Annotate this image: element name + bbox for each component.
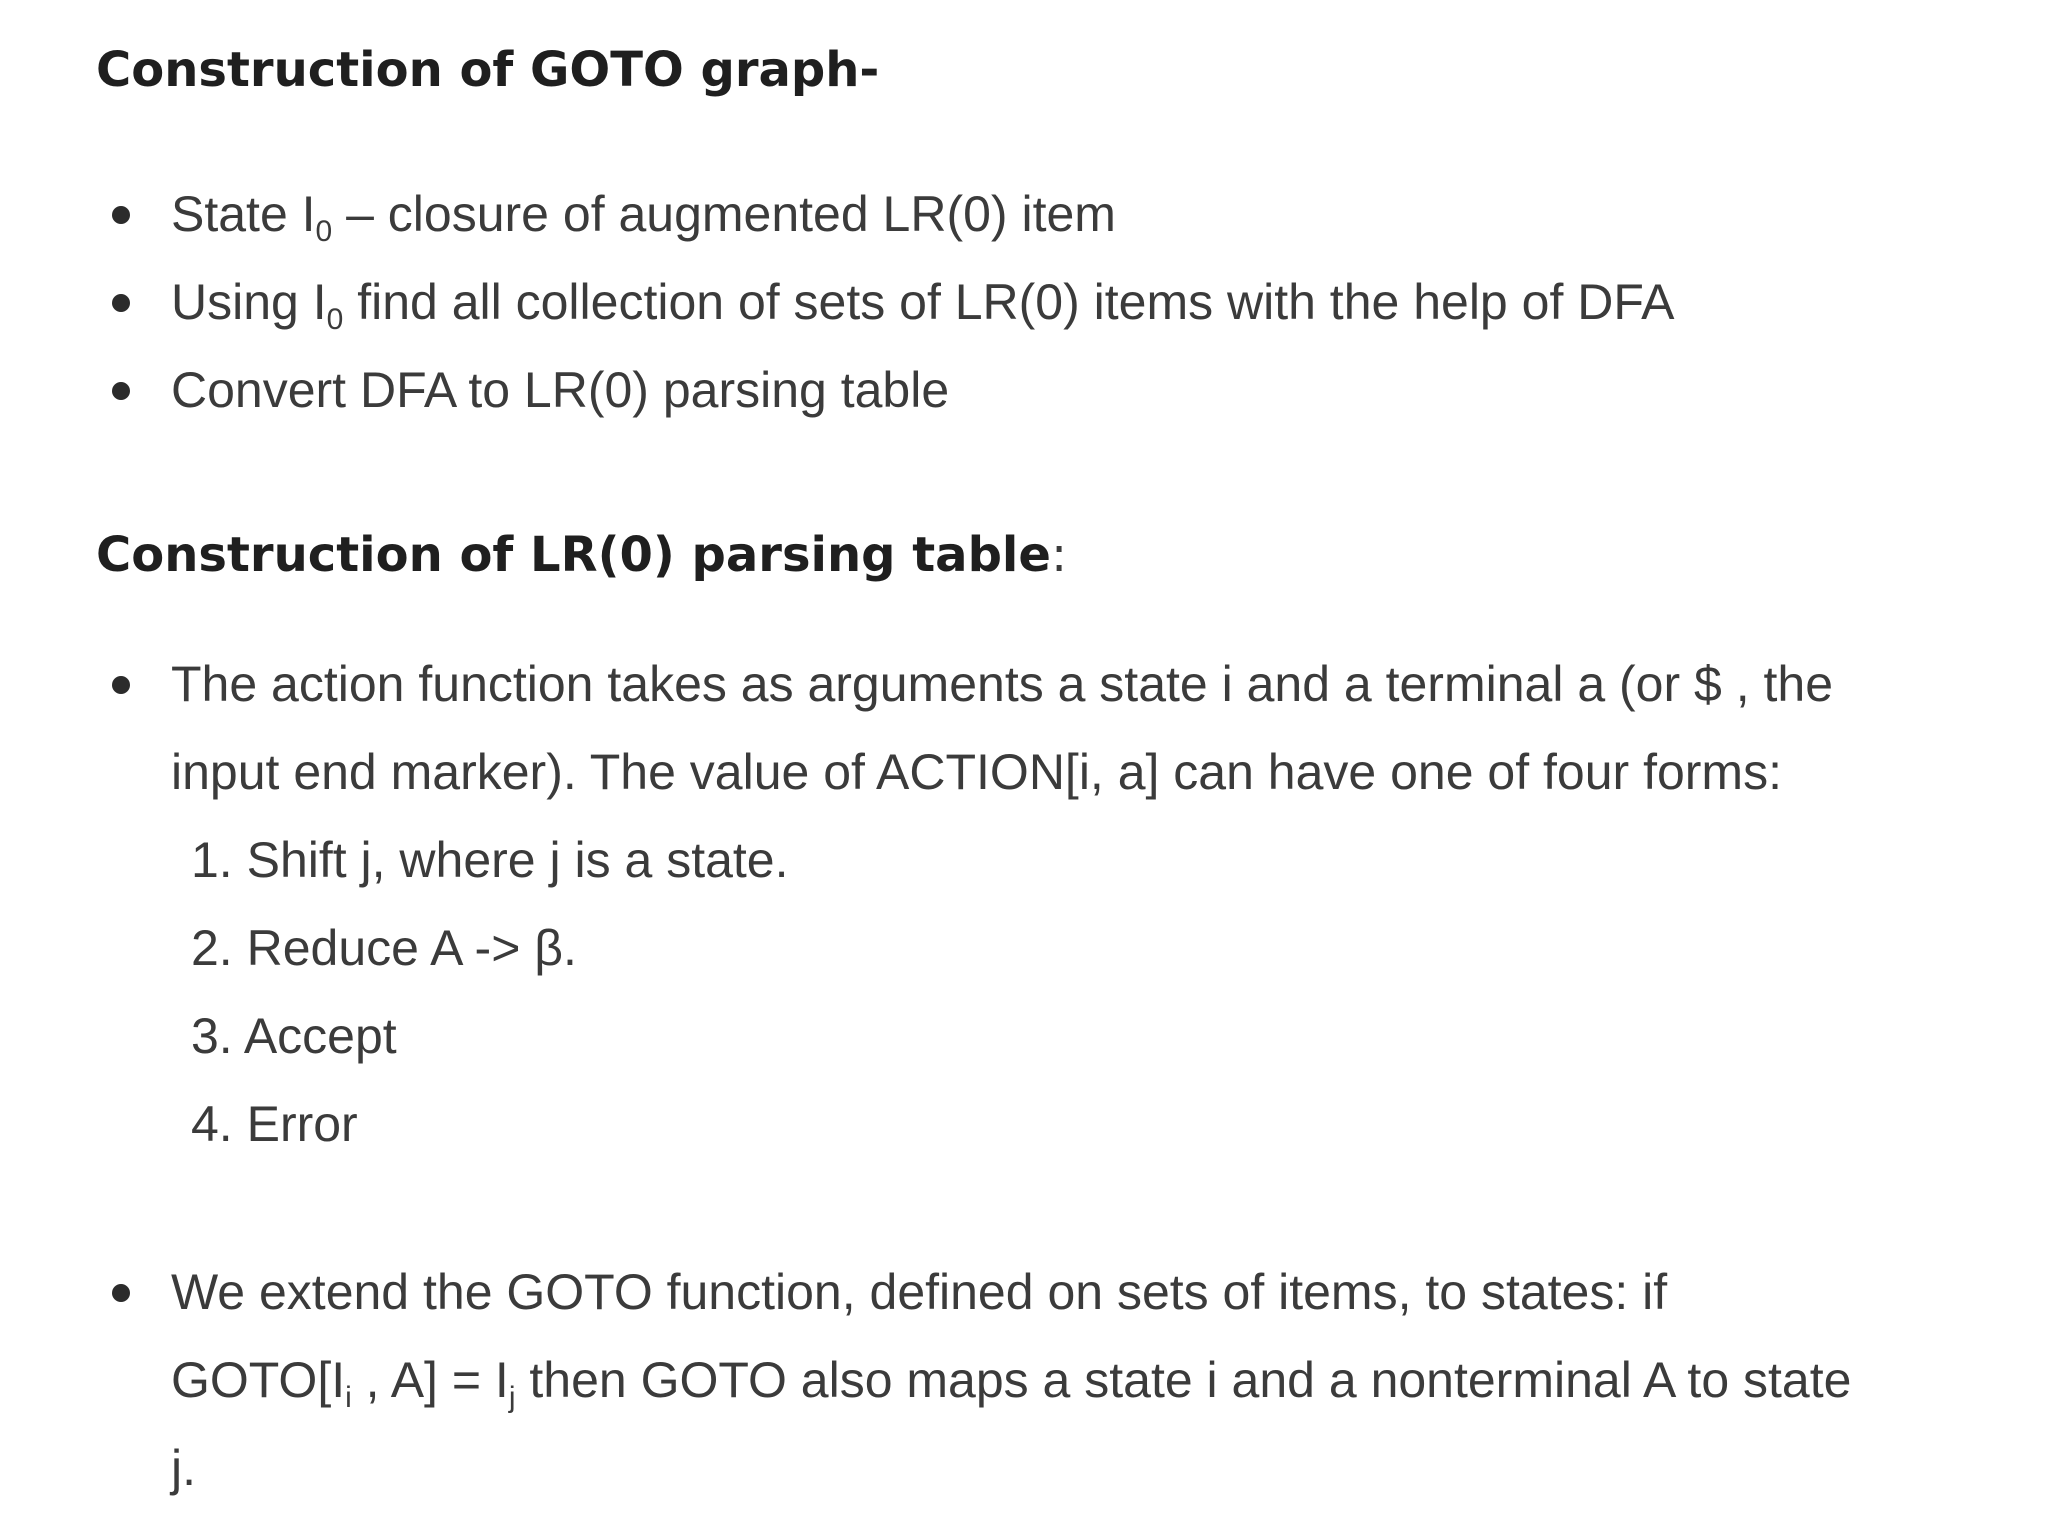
goto-line-3: j. xyxy=(171,1440,196,1496)
action-function-item xyxy=(96,640,1996,1168)
goto-graph-heading: Construction of GOTO graph- xyxy=(96,42,880,98)
bullet-icon xyxy=(112,206,130,224)
goto-graph-steps-list xyxy=(96,170,1996,434)
goto-line-1: We extend the GOTO function, defined on sets of items, to states: if xyxy=(171,1264,1668,1320)
parsing-table-list xyxy=(96,640,1996,1512)
bullet-icon xyxy=(112,676,130,694)
bullet-icon xyxy=(112,382,130,400)
list-item: 4. Error xyxy=(191,1096,358,1152)
list-item: Using $I_0$ find all collection of sets of LR(0) items with the help of DFA xyxy=(96,258,1996,346)
list-item: 2. Reduce A -> β. xyxy=(191,920,577,976)
action-line-2: input end marker). The value of ACTION[i, a] can have one of four forms: xyxy=(171,744,1782,800)
document-page xyxy=(96,0,1996,1536)
goto-function-item xyxy=(96,1248,1996,1512)
list-item: State $I_0$ – closure of augmented LR(0) item xyxy=(96,170,1996,258)
list-item: 3. Accept xyxy=(191,1008,397,1064)
action-line-1: The action function takes as arguments a state i and a terminal a (or $ , the xyxy=(171,656,1834,712)
bullet-icon xyxy=(112,294,130,312)
bullet-icon xyxy=(112,1284,130,1302)
action-forms-list xyxy=(171,816,1996,1168)
list-item: 1. Shift j, where j is a state. xyxy=(191,832,789,888)
parsing-table-heading: Construction of LR(0) parsing table: xyxy=(96,527,1068,583)
list-item: Convert DFA to LR(0) parsing table xyxy=(96,346,1996,434)
goto-line-2: $GOTO[I_i$ , $A] = I_j$ then GOTO also maps a state i and a nonterminal A to state xyxy=(171,1352,1852,1414)
